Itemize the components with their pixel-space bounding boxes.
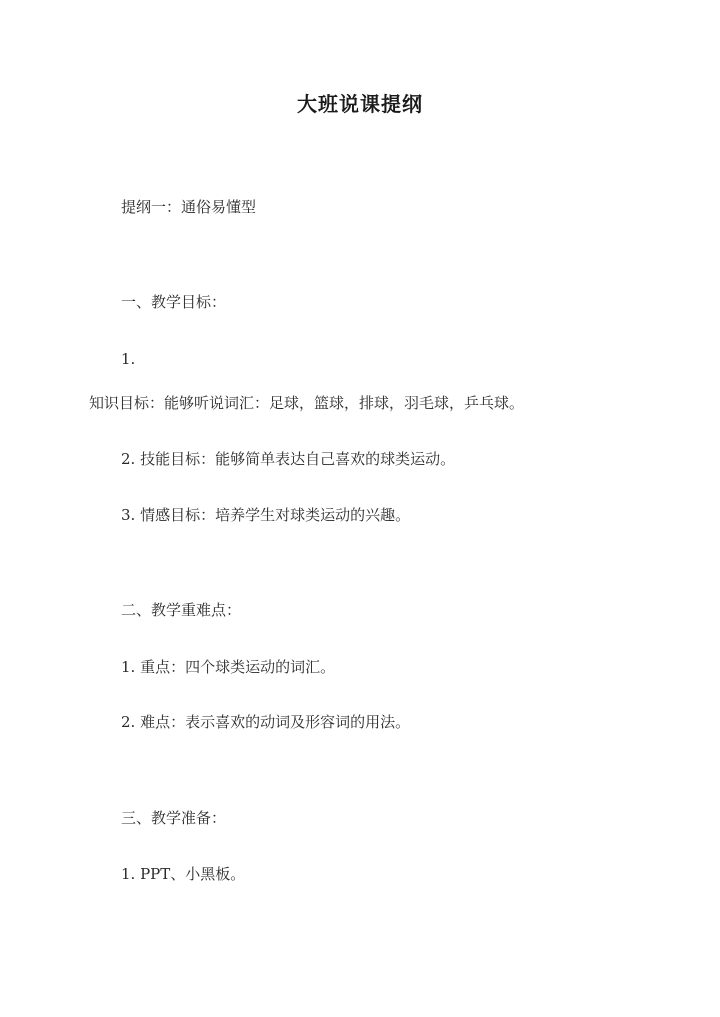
difficult-point-item: 2. 难点：表示喜欢的动词及形容词的用法。 (121, 713, 411, 731)
objective-item-emotion: 3. 情感目标：培养学生对球类运动的兴趣。 (121, 506, 411, 524)
section-heading-preparation: 三、教学准备： (121, 809, 227, 827)
objective-item-knowledge: 知识目标：能够听说词汇：足球，篮球，排球，羽毛球，乒乓球。 (89, 394, 525, 412)
key-point-item: 1. 重点：四个球类运动的词汇。 (121, 658, 336, 676)
section-heading-objectives: 一、教学目标： (121, 293, 227, 311)
objective-item-1-number: 1. (121, 350, 136, 368)
section-heading-key-points: 二、教学重难点： (121, 601, 242, 619)
preparation-item: 1. PPT、小黑板。 (121, 865, 246, 883)
outline-subtitle: 提纲一：通俗易懂型 (121, 198, 257, 216)
document-title: 大班说课提纲 (297, 92, 423, 116)
objective-item-skill: 2. 技能目标：能够简单表达自己喜欢的球类运动。 (121, 450, 456, 468)
